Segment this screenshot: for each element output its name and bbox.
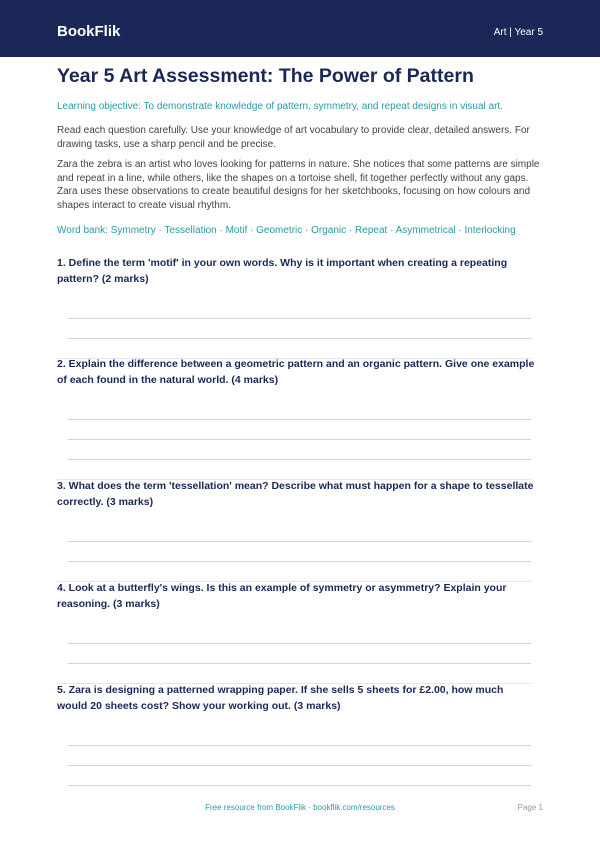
question-4: 4. Look at a butterfly's wings. Is this an example of symmetry or asymmetry? Explain your reasoning. (3 marks) [57, 582, 507, 610]
answer-line[interactable] [68, 439, 531, 440]
answer-line[interactable] [68, 765, 531, 766]
answer-line[interactable] [68, 745, 531, 746]
answer-line[interactable] [68, 419, 531, 420]
answer-line[interactable] [68, 338, 531, 339]
word-bank: Word bank: Symmetry · Tessellation · Motif · Geometric · Organic · Repeat · Asymmetrical · Interlocking [57, 225, 516, 236]
context-text: Zara the zebra is an artist who loves looking for patterns in nature. She notices that some patterns are simple and repeat in a line, while others, like the shapes on a tortoise shell, fit together perfectly without any gaps. Zara uses these observations to create beautiful designs for her sketchbooks, focusing on how colours and shapes interact to create visual rhythm. [57, 159, 540, 211]
question-2: 2. Explain the difference between a geometric pattern and an organic pattern. Give one example of each found in the natural world. (4 marks) [57, 358, 535, 386]
question-1: 1. Define the term 'motif' in your own words. Why is it important when creating a repeating pattern? (2 marks) [57, 257, 508, 285]
instructions-text: Read each question carefully. Use your knowledge of art vocabulary to provide clear, detailed answers. For drawing tasks, use a sharp pencil and be precise. [57, 125, 530, 150]
page-number: Page 1 [517, 803, 543, 812]
brand-logo: BookFlik [57, 23, 121, 40]
answer-line[interactable] [68, 541, 531, 542]
page-header [0, 0, 600, 57]
question-3: 3. What does the term 'tessellation' mean? Describe what must happen for a shape to tessellate correctly. (3 marks) [57, 480, 534, 508]
learning-objective: Learning objective: To demonstrate knowledge of pattern, symmetry, and repeat designs in visual art. [57, 101, 503, 112]
subject-year-label: Art | Year 5 [493, 27, 543, 38]
answer-line[interactable] [68, 663, 531, 664]
footer-resource-link[interactable]: Free resource from BookFlik · bookflik.com/resources [205, 803, 395, 812]
answer-line[interactable] [68, 318, 531, 319]
answer-line[interactable] [68, 561, 531, 562]
answer-line[interactable] [68, 785, 531, 786]
page-title: Year 5 Art Assessment: The Power of Pattern [57, 65, 474, 87]
answer-line[interactable] [68, 459, 531, 460]
answer-line[interactable] [68, 643, 531, 644]
question-5: 5. Zara is designing a patterned wrapping paper. If she sells 5 sheets for £2.00, how much would 20 sheets cost? Show your working out. (3 marks) [57, 684, 504, 712]
